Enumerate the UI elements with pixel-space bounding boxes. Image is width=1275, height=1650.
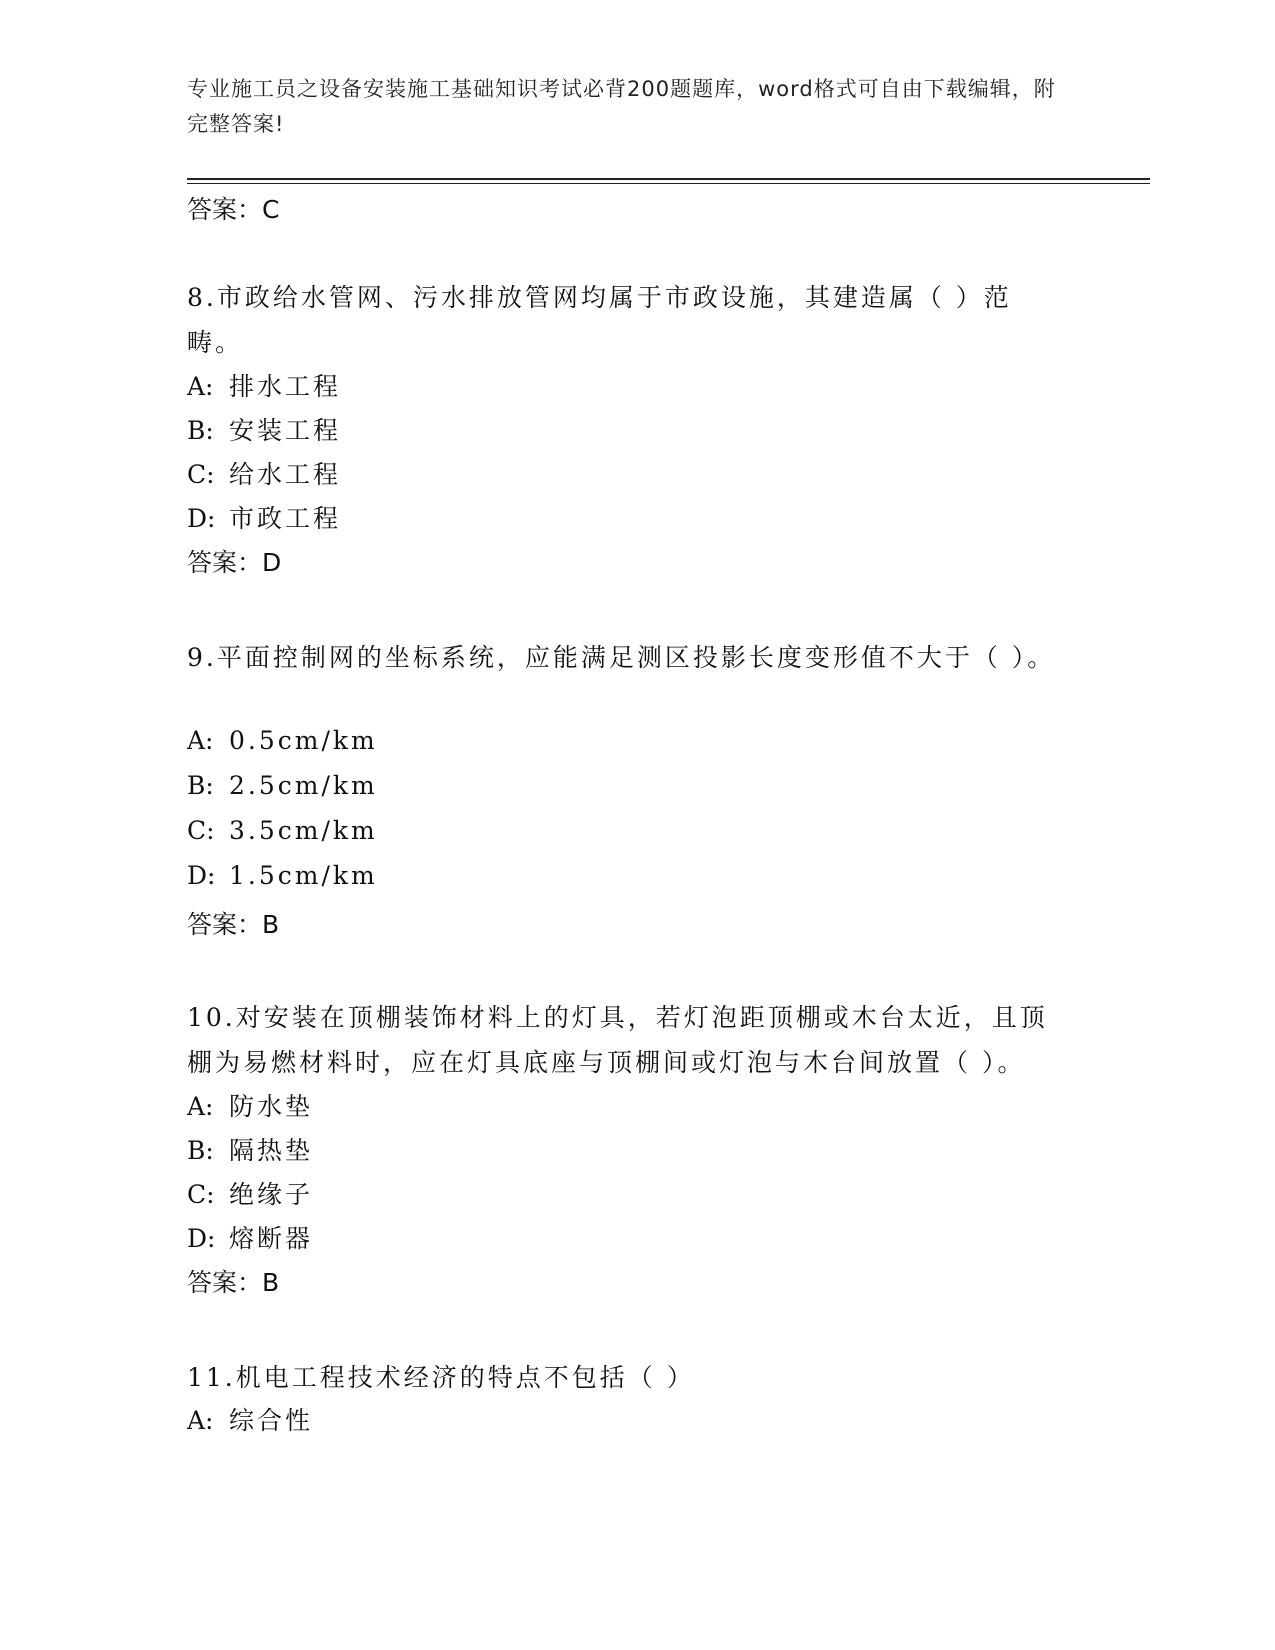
option-key: B: [187, 416, 214, 445]
option-text: 3.5cm/km [229, 816, 378, 845]
question-10-option-c [187, 1175, 313, 1211]
question-10-option-a [187, 1087, 313, 1123]
option-text: 给水工程 [229, 460, 342, 489]
question-8-text: 8.市政给水管网、污水排放管网均属于市政设施，其建造属（ ）范畴。 [187, 283, 1012, 357]
option-text: 绝缘子 [229, 1180, 314, 1209]
question-9-text: 9.平面控制网的坐标系统，应能满足测区投影长度变形值不大于（ ）。 [187, 643, 1056, 672]
option-key: D: [187, 504, 216, 533]
option-key: A: [187, 1092, 214, 1121]
option-key: C: [187, 1180, 215, 1209]
option-key: D: [187, 1224, 216, 1253]
header-rule-thick [187, 178, 1150, 180]
question-10-option-b [187, 1131, 313, 1167]
option-key: D: [187, 861, 216, 890]
option-text: 综合性 [229, 1406, 314, 1435]
option-key: A: [187, 372, 214, 401]
question-8-option-d [187, 499, 341, 535]
question-9-option-c [187, 816, 378, 845]
option-text: 市政工程 [229, 504, 342, 533]
question-9-answer: 答案：B [187, 910, 280, 939]
question-8-option-a [187, 367, 341, 403]
header-rule-thin [187, 183, 1150, 184]
question-8-option-b [187, 411, 341, 447]
option-text: 熔断器 [229, 1224, 314, 1253]
question-10-option-d [187, 1219, 313, 1255]
option-key: C: [187, 460, 215, 489]
option-text: 防水垫 [229, 1092, 314, 1121]
option-text: 隔热垫 [229, 1136, 314, 1165]
option-text: 排水工程 [229, 372, 342, 401]
option-text: 安装工程 [229, 416, 342, 445]
option-text: 1.5cm/km [229, 861, 378, 890]
option-key: B: [187, 771, 214, 800]
option-text: 2.5cm/km [229, 771, 378, 800]
question-8-answer: 答案：D [187, 548, 282, 577]
option-text: 0.5cm/km [229, 726, 378, 755]
option-key: A: [187, 726, 214, 755]
option-key: B: [187, 1136, 214, 1165]
question-10-answer: 答案：B [187, 1268, 280, 1297]
question-9-option-b [187, 771, 378, 800]
question-9-option-a [187, 726, 378, 755]
question-10-text: 10.对安装在顶棚装饰材料上的灯具，若灯泡距顶棚或木台太近，且顶棚为易燃材料时，应在灯具底座与顶棚间或灯泡与木台间放置（ ）。 [187, 1003, 1048, 1077]
answer-line: 答案：C [187, 195, 280, 224]
question-11-option-a [187, 1401, 313, 1437]
question-8-option-c [187, 455, 341, 491]
option-key: C: [187, 816, 215, 845]
question-9-option-d [187, 861, 378, 890]
document-header-title: 专业施工员之设备安装施工基础知识考试必背200题题库，word格式可自由下载编辑，附完整答案! [187, 77, 1056, 136]
option-key: A: [187, 1406, 214, 1435]
question-11-text: 11.机电工程技术经济的特点不包括（ ） [187, 1363, 695, 1392]
